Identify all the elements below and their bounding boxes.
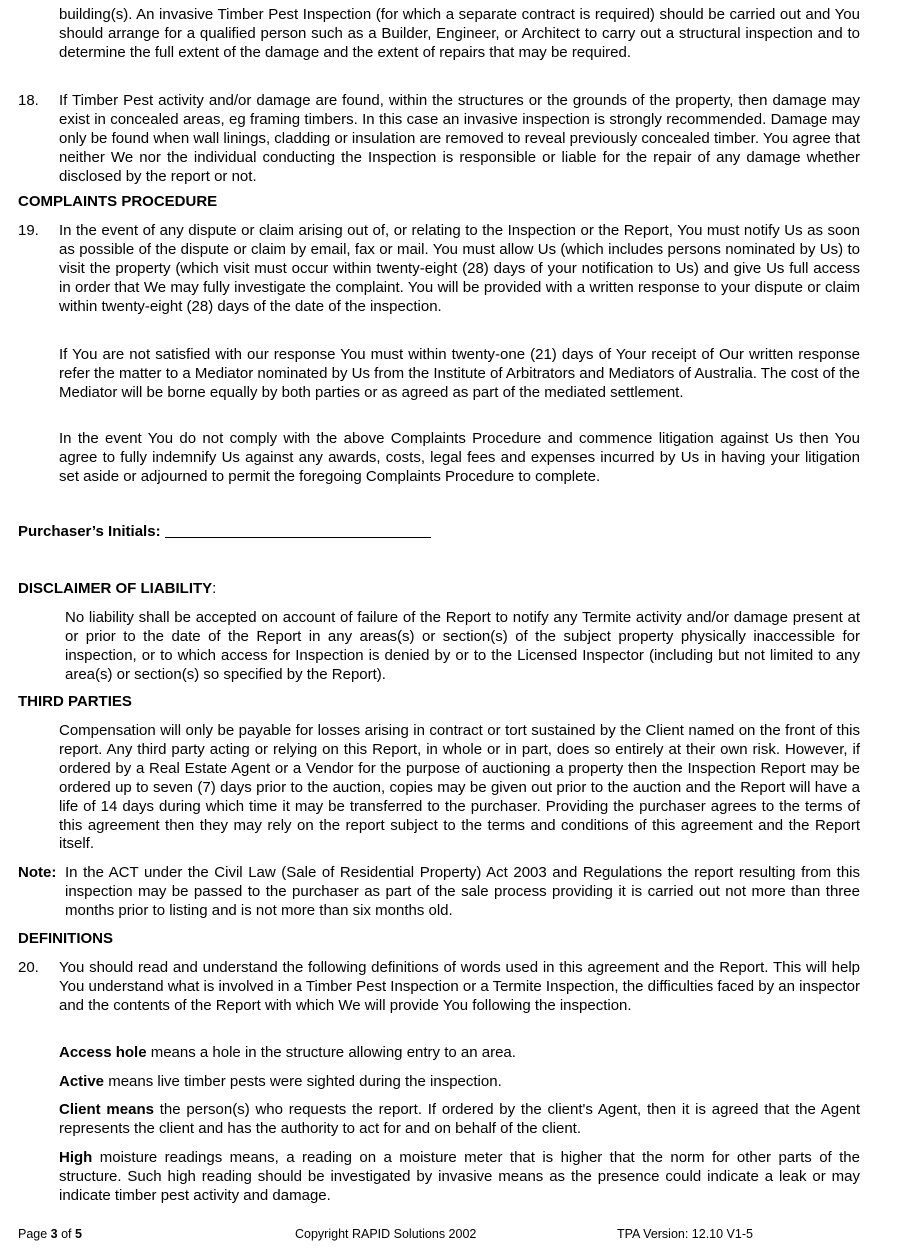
definition-text: means live timber pests were sighted during the inspection.	[104, 1073, 502, 1090]
paragraph-disclaimer: No liability shall be accepted on account of failure of the Report to notify any Termite activity and/or damage present at or prior to the date of the Report in any areas(s) or section(s) of the subject property physically inaccessible for inspection, or to which access for Inspection is denied by or to the Licensed Inspector (including but not limited to any area(s) or section(s) so specified by the Report).	[65, 609, 860, 683]
definition-text: moisture readings means, a reading on a moisture meter that is higher that the norm for other parts of the structure. Such high reading should be investigated by invasive means as the presence could indicate a leak or may indicate timber pest activity and damage.	[59, 1149, 860, 1204]
definition-text: means a hole in the structure allowing entry to an area.	[146, 1044, 516, 1061]
paragraph-item-18: If Timber Pest activity and/or damage are found, within the structures or the grounds of the property, then damage may exist in concealed areas, eg framing timbers. In this case an invasive inspection is strongly recommended. Damage may only be found when wall linings, cladding or insulation are removed to reveal previously concealed timber. You agree that neither We nor the individual conducting the Inspection is responsible or liable for the repair of any damage whether disclosed by the report or not.	[59, 92, 860, 185]
purchaser-initials-field	[18, 523, 431, 542]
definition-term: Access hole	[59, 1044, 147, 1061]
definition-term: Client means	[59, 1101, 154, 1118]
paragraph-complaints-3: In the event You do not comply with the above Complaints Procedure and commence litigation against Us then You agree to fully indemnify Us against any awards, costs, legal fees and expenses incurred by Us in having your litigation set aside or adjourned to permit the foregoing Complaints Procedure to complete.	[59, 430, 860, 485]
paragraph-third-parties: Compensation will only be payable for losses arising in contract or tort sustained by the Client named on the front of this report. Any third party acting or relying on this Report, in whole or in part, does so entirely at their own risk. However, if ordered by a Real Estate Agent or a Vendor for the purpose of auctioning a property then the Inspection Report may be ordered up to seven (7) days prior to the auction, copies may be given out prior to the auction and the Report will have a life of 14 days during which time it may be transferred to the purchaser. Providing the purchaser agrees to the terms of this agreement then they may rely on the report subject to the terms and conditions of this agreement and the Report itself.	[59, 722, 860, 853]
definition-term: Active	[59, 1073, 105, 1090]
footer-page-number	[18, 1227, 82, 1242]
heading-complaints-procedure: COMPLAINTS PROCEDURE	[18, 193, 218, 210]
footer-copyright: Copyright RAPID Solutions 2002	[295, 1227, 477, 1241]
definition-term: High	[59, 1149, 93, 1166]
paragraph-complaints-1: In the event of any dispute or claim arising out of, or relating to the Inspection or the Report, You must notify Us as soon as possible of the dispute or claim by email, fax or mail. You must allow Us (which includes persons nominated by Us) to visit the property (which visit must occur within twenty-eight (28) days of your notification to Us) and give Us full access in order that We may fully investigate the complaint. You will be provided with a written response to your dispute or claim within twenty-eight (28) days of the date of the inspection.	[59, 222, 860, 315]
footer-version: TPA Version: 12.10 V1-5	[617, 1227, 753, 1241]
heading-definitions: DEFINITIONS	[18, 930, 114, 947]
item-number-19: 19.	[18, 222, 39, 239]
paragraph-note: In the ACT under the Civil Law (Sale of Residential Property) Act 2003 and Regulations the report resulting from this inspection may be passed to the purchaser as part of the sale process providing it is carried out not more than three months prior to listing and is not more than six months old.	[65, 864, 860, 919]
paragraph-complaints-2: If You are not satisfied with our response You must within twenty-one (21) days of Your receipt of Our written response refer the matter to a Mediator nominated by Us from the Institute of Arbitrators and Mediators of Australia. The cost of the Mediator will be borne equally by both parties or as agreed as part of the mediated settlement.	[59, 346, 860, 401]
page-prefix: Page	[18, 1227, 51, 1241]
definition-text: the person(s) who requests the report. If ordered by the client's Agent, then it is agreed that the Agent represents the client and has the authority to act for and on behalf of the client.	[59, 1101, 860, 1137]
disclaimer-colon: :	[212, 580, 217, 597]
purchaser-initials-label: Purchaser’s Initials:	[18, 523, 161, 540]
definition-client	[59, 1101, 860, 1139]
item-number-20: 20.	[18, 959, 39, 976]
definition-high	[59, 1149, 860, 1206]
initials-signature-line	[165, 523, 431, 538]
paragraph-definitions-intro: You should read and understand the following definitions of words used in this agreement and the Report. This will help You understand what is involved in a Timber Pest Inspection or a Termite Inspection, the difficulties faced by an inspector and the contents of the Report with which We will provide You following the inspection.	[59, 959, 861, 1014]
item-number-18: 18.	[18, 92, 39, 109]
heading-third-parties: THIRD PARTIES	[18, 693, 132, 710]
page-current: 3	[50, 1227, 58, 1241]
page-of: of	[57, 1227, 75, 1241]
paragraph-building-damage: building(s). An invasive Timber Pest Inspection (for which a separate contract is required) should be carried out and You should arrange for a qualified person such as a Builder, Engineer, or Architect to carry out a structural inspection and to determine the full extent of the damage and the extent of repairs that may be required.	[59, 6, 860, 61]
heading-disclaimer	[18, 580, 216, 599]
definition-access-hole	[59, 1044, 860, 1063]
page-total: 5	[75, 1227, 82, 1241]
note-label: Note:	[18, 864, 57, 881]
definition-active	[59, 1073, 860, 1092]
disclaimer-heading-text: DISCLAIMER OF LIABILITY	[18, 580, 213, 597]
